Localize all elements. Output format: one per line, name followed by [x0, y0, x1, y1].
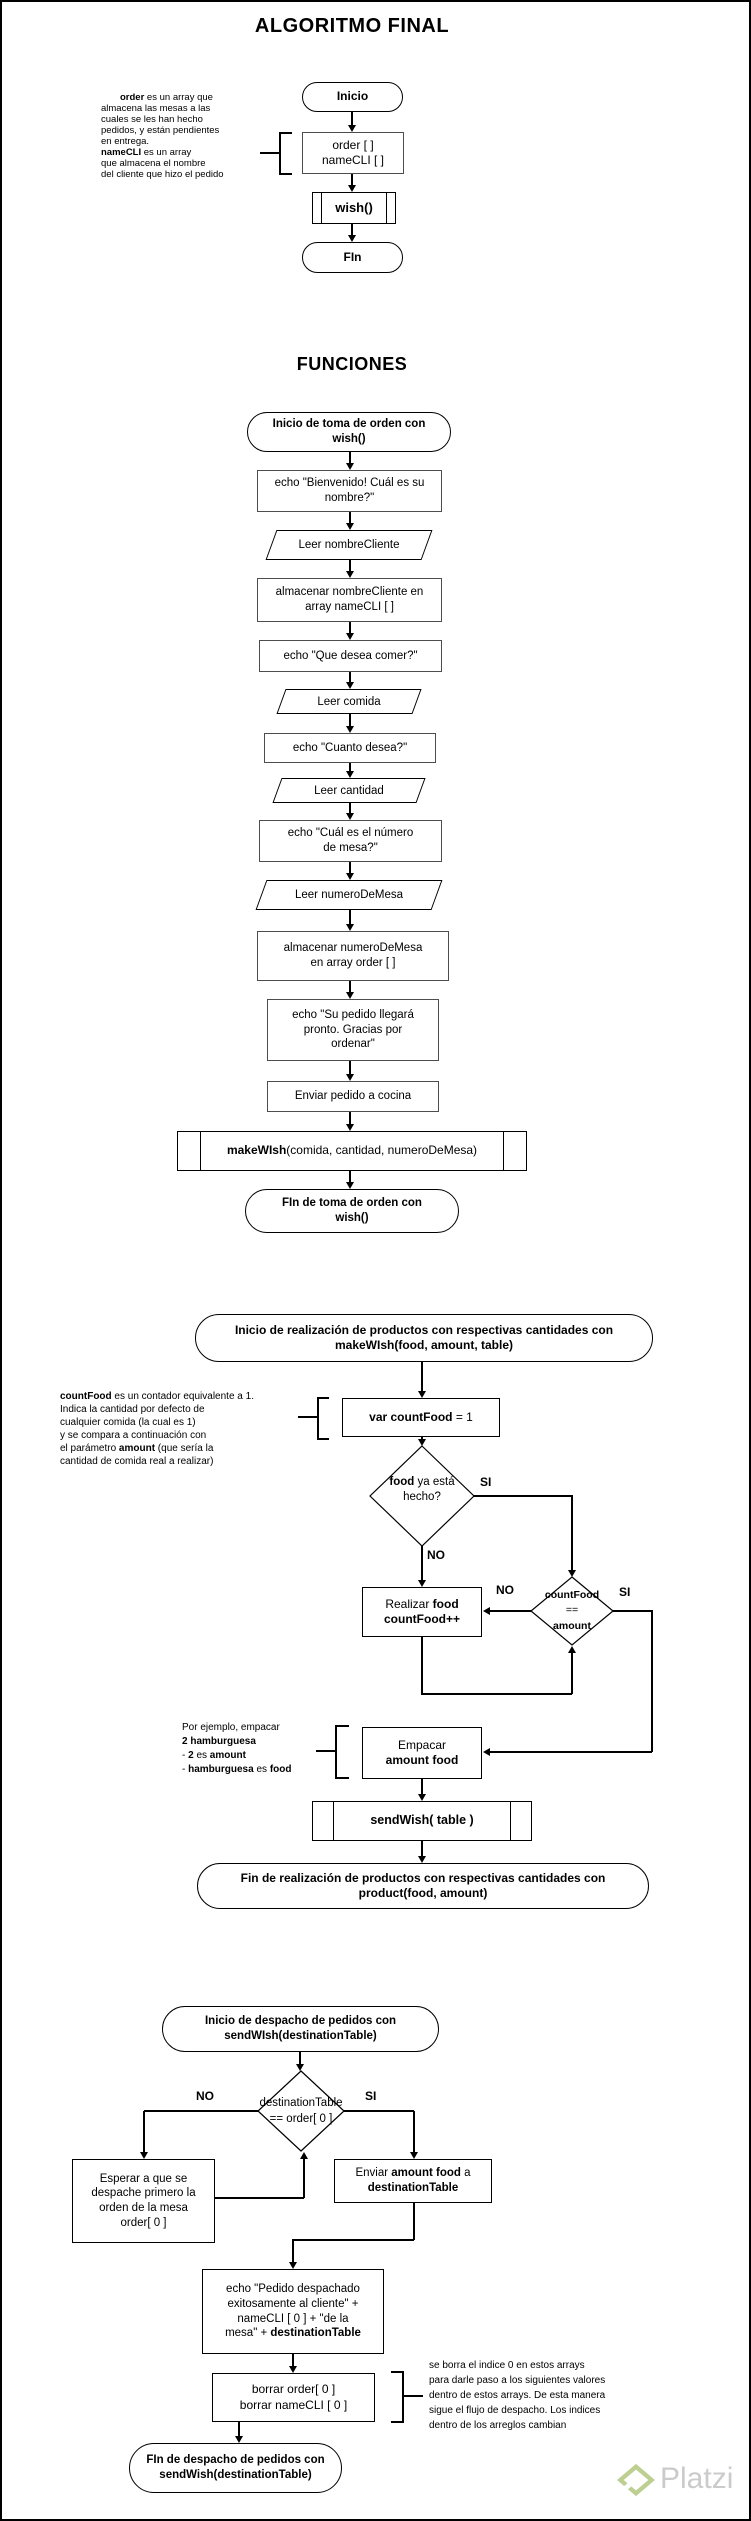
node-echo-que-desea-comer: echo "Que desea comer?" — [259, 640, 442, 672]
node-wish-call: wish() — [312, 192, 396, 224]
flow2-arrow-1 — [349, 452, 351, 464]
decision-destinationtable: destinationTable == order[ 0 ] — [258, 2071, 344, 2151]
edge-si-table-h — [344, 2110, 414, 2112]
platzi-logo-icon — [615, 2462, 657, 2498]
flow3-arrow-no — [421, 1546, 423, 1581]
flow1-end-terminator: FIn — [302, 242, 403, 273]
edge-label-si-amount: SI — [619, 1585, 631, 1599]
flow4-arrow-2 — [292, 2354, 294, 2367]
flow2-arrow-10 — [349, 910, 351, 925]
flow1-arrow-3 — [351, 224, 353, 236]
note-borrar-connector — [404, 2395, 423, 2397]
flow2-arrow-7 — [349, 763, 351, 772]
node-realizar-food: Realizar food countFood++ — [362, 1587, 482, 1637]
flow2-arrow-12 — [349, 1061, 351, 1075]
edge-loop-v2 — [571, 1652, 573, 1694]
flow2-arrow-4 — [349, 622, 351, 634]
edge-label-no-table: NO — [196, 2089, 214, 2103]
flow4-start-terminator: Inicio de despacho de pedidos con sendWIsh(destinationTable) — [162, 2006, 439, 2052]
node-empacar: Empacar amount food — [362, 1727, 482, 1779]
flow2-arrow-9 — [349, 862, 351, 874]
flow4-arrow-3 — [238, 2422, 240, 2437]
edge-enviar-echo-v1 — [413, 2203, 415, 2240]
flow1-arrow-1 — [351, 112, 353, 126]
title-funciones: FUNCIONES — [296, 354, 408, 374]
node-almacenar-numerodemesa: almacenar numeroDeMesa en array order [ ] — [257, 931, 449, 981]
io-leer-nombrecliente: Leer nombreCliente — [264, 530, 434, 560]
node-borrar-arrays: borrar order[ 0 ] borrar nameCLI [ 0 ] — [212, 2373, 375, 2422]
edge-enviar-echo-v2 — [292, 2240, 294, 2263]
edge-loop-v1 — [421, 1637, 423, 1694]
note-empacar: Por ejemplo, empacar 2 hamburguesa - 2 es amount - hamburguesa es food — [182, 1722, 292, 1775]
flow2-arrow-11 — [349, 981, 351, 993]
flow4-arrow-1 — [299, 2052, 301, 2065]
edge-no-amount — [489, 1610, 531, 1612]
edge-esperar-loop-v — [303, 2158, 305, 2198]
edge-esperar-loop-h — [215, 2197, 304, 2199]
node-enviar-pedido-cocina: Enviar pedido a cocina — [267, 1081, 439, 1112]
edge-label-si-table: SI — [365, 2089, 377, 2103]
edge-si-food-v — [571, 1496, 573, 1571]
flow1-start-terminator: Inicio — [302, 82, 403, 112]
node-echo-numero-mesa: echo "Cuál es el número de mesa?" — [259, 820, 442, 862]
flow2-arrow-3 — [349, 560, 351, 572]
edge-label-no-food: NO — [427, 1548, 445, 1562]
edge-si-food-h — [473, 1495, 573, 1497]
edge-si-amount-v — [651, 1610, 653, 1752]
flow3-start-terminator: Inicio de realización de productos con respectivas cantidades con makeWIsh(food, amount, table) — [195, 1314, 653, 1362]
platzi-watermark-text: Platzi — [660, 2462, 734, 2495]
note-borrar-bracket — [391, 2371, 404, 2423]
flow3-arrow-3 — [421, 1779, 423, 1795]
io-leer-numerodemesa: Leer numeroDeMesa — [254, 880, 444, 910]
decision-food-hecho: food ya está hecho? — [370, 1446, 474, 1546]
io-leer-comida: Leer comida — [274, 689, 424, 714]
node-echo-pedido-llegara: echo "Su pedido llegará pronto. Gracias por ordenar" — [267, 999, 439, 1061]
note-borrar: se borra el indice 0 en estos arrays para darle paso a los siguientes valores dentro de estos arrays. De esta manera sigue el flujo de despacho. Los indices dentro de los arreglos cambian — [429, 2360, 606, 2431]
note-arrays-bracket — [279, 132, 292, 175]
node-sendwish-call: sendWish( table ) — [312, 1801, 532, 1841]
flow3-arrow-4 — [421, 1841, 423, 1857]
node-makewish-call: makeWIsh(comida, cantidad, numeroDeMesa) — [177, 1131, 527, 1171]
flow2-arrow-8 — [349, 803, 351, 814]
flow2-start-terminator: Inicio de toma de orden con wish() — [247, 412, 451, 452]
node-echo-bienvenido: echo "Bienvenido! Cuál es su nombre?" — [257, 470, 442, 512]
title-algoritmo-final: ALGORITMO FINAL — [254, 15, 450, 37]
node-enviar-food: Enviar amount food a destinationTable — [334, 2159, 492, 2203]
edge-loop-h — [421, 1693, 572, 1695]
decision-countfood-amount: countFood == amount — [531, 1577, 613, 1645]
note-arrays: order es un array que almacena las mesas a las cuales se les han hecho pedidos, y están pendientes en entrega. nameCLI es un array que almacena el nombre del cliente que hizo el pedido — [101, 92, 224, 180]
node-echo-cuanto-desea: echo "Cuanto desea?" — [264, 733, 436, 763]
note-arrays-connector — [260, 152, 279, 154]
edge-label-no-amount: NO — [496, 1583, 514, 1597]
flow3-arrow-2 — [421, 1437, 423, 1440]
note-empacar-bracket — [335, 1725, 349, 1779]
flow2-arrow-6 — [349, 714, 351, 727]
flow4-end-terminator: FIn de despacho de pedidos con sendWish(destinationTable) — [129, 2443, 342, 2493]
node-almacenar-nombrecliente: almacenar nombreCliente en array nameCLI [ ] — [257, 578, 442, 622]
flow2-arrow-14 — [349, 1171, 351, 1183]
edge-si-amount-into-empacar — [489, 1751, 652, 1753]
flow3-arrow-1 — [421, 1362, 423, 1392]
flow2-arrow-13 — [349, 1112, 351, 1125]
note-countfood: countFood es un contador equivalente a 1. Indica la cantidad por defecto de cualquier comida (la cual es 1) y se compara a continuación con el parámetro amount (que sería la cantidad de comida real a realizar) — [60, 1391, 254, 1467]
node-array-declarations: order [ ] nameCLI [ ] — [302, 132, 404, 174]
edge-label-si-food: SI — [480, 1475, 492, 1489]
node-esperar-despacho: Esperar a que se despache primero la orden de la mesa order[ 0 ] — [72, 2159, 215, 2243]
note-countfood-connector — [298, 1416, 317, 1418]
note-empacar-connector — [316, 1750, 335, 1752]
flow2-arrow-5 — [349, 672, 351, 683]
edge-enviar-echo-h — [292, 2239, 414, 2241]
edge-si-amount-h — [613, 1610, 653, 1612]
note-countfood-bracket — [317, 1397, 329, 1440]
flow2-arrow-2 — [349, 512, 351, 524]
edge-si-table-v — [413, 2111, 415, 2153]
node-var-countfood: var countFood = 1 — [342, 1398, 500, 1437]
flow3-end-terminator: Fin de realización de productos con respectivas cantidades con product(food, amount) — [197, 1863, 649, 1909]
flow2-end-terminator: FIn de toma de orden con wish() — [245, 1189, 459, 1233]
edge-no-table-v — [143, 2111, 145, 2153]
edge-no-table-h — [144, 2110, 259, 2112]
flow1-arrow-2 — [351, 174, 353, 186]
node-echo-despachado: echo "Pedido despachado exitosamente al cliente" + nameCLI [ 0 ] + "de la mesa" + destinationTable — [202, 2269, 384, 2354]
io-leer-cantidad: Leer cantidad — [270, 778, 428, 803]
